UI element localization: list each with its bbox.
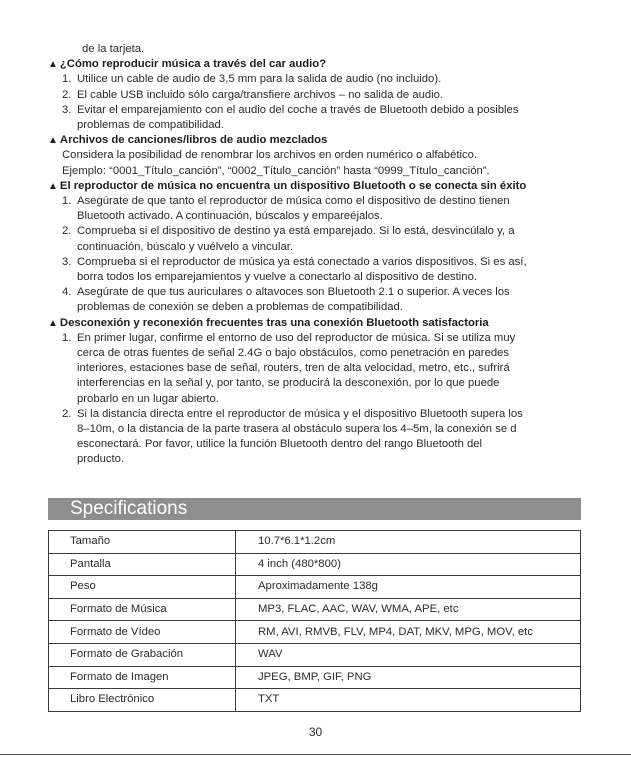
- specifications-header: Specifications: [48, 498, 581, 520]
- spec-value: Aproximadamente 138g: [236, 576, 581, 599]
- list-item-text: Utilice un cable de audio de 3,5 mm para la salida de audio (no incluido).: [77, 73, 442, 86]
- list-item-continuation: interiores, estaciones base de señal, routers, tren de alta velocidad, metro, etc., sufrirá: [77, 362, 510, 375]
- spec-row: [49, 553, 581, 576]
- intro-continuation: de la tarjeta.: [82, 43, 145, 55]
- list-item-continuation: producto.: [77, 453, 125, 466]
- list-item-number: 2.: [62, 407, 72, 420]
- list-item-continuation: continuación, búscalo y vuélvelo a vincular.: [77, 240, 294, 253]
- list-item-number: 3.: [62, 255, 72, 268]
- section-text-line: Considera la posibilidad de renombrar los archivos en orden numérico o alfabético.: [62, 149, 478, 162]
- list-item-number: 2.: [62, 88, 72, 101]
- troubleshooting-content: [48, 42, 588, 468]
- list-item-continuation: probarlo en un lugar abierto.: [77, 392, 219, 405]
- spec-row: [49, 598, 581, 621]
- list-item: [48, 331, 588, 346]
- list-item-number: 3.: [62, 103, 72, 116]
- spec-label: Pantalla: [49, 553, 236, 576]
- triangle-bullet-icon: ▲: [48, 135, 58, 147]
- list-item-number: 4.: [62, 286, 72, 299]
- list-item-continuation: cerca de otras fuentes de señal 2.4G o bajo obstáculos, como penetración en paredes: [77, 347, 510, 360]
- spec-value: JPEG, BMP, GIF, PNG: [236, 666, 581, 689]
- triangle-bullet-icon: ▲: [48, 59, 58, 71]
- list-item-number: 2.: [62, 225, 72, 238]
- section-text-line: Ejemplo: “0001_Título_canción”, “0002_Título_canción” hasta “0999_Título_canción”.: [62, 164, 490, 177]
- triangle-bullet-icon: ▲: [48, 180, 58, 192]
- list-item: [48, 103, 588, 118]
- list-item-text: Si la distancia directa entre el reproductor de música y el dispositivo Bluetooth supera los: [77, 407, 523, 420]
- list-item: [48, 407, 588, 422]
- spec-value: WAV: [236, 643, 581, 666]
- list-item: [48, 194, 588, 209]
- spec-row: [49, 643, 581, 666]
- list-item: [48, 255, 588, 270]
- spec-label: Peso: [49, 576, 236, 599]
- list-item-text: Comprueba si el dispositivo de destino ya está emparejado. Si lo está, desvincúlalo y, a: [77, 225, 515, 238]
- section-heading: [48, 133, 588, 148]
- spec-row: [49, 666, 581, 689]
- spec-label: Tamaño: [49, 531, 236, 554]
- list-item: [48, 72, 588, 87]
- list-item-continuation: esconectará. Por favor, utilice la función Bluetooth dentro del rango Bluetooth del: [77, 438, 483, 451]
- section-heading: [48, 179, 588, 194]
- page-number: 30: [308, 725, 323, 739]
- bottom-divider: [0, 754, 631, 755]
- list-item-text: El cable USB incluido sólo carga/transfiere archivos – no salida de audio.: [77, 88, 444, 101]
- list-item-text: Evitar el emparejamiento con el audio del coche a través de Bluetooth debido a posibles: [77, 103, 519, 116]
- specifications-table: [48, 530, 581, 712]
- spec-label: Formato de Vídeo: [49, 621, 236, 644]
- spec-row: [49, 531, 581, 554]
- list-item: [48, 285, 588, 300]
- list-item-text: Comprueba si el reproductor de música ya está conectado a varios dispositivos. Si es así,: [77, 255, 527, 268]
- section-heading-text: Archivos de canciones/libros de audio mezclados: [59, 134, 328, 147]
- list-item-continuation: 8–10m, o la distancia de la parte trasera al obstáculo supera los 4–5m, la conexión se d: [77, 423, 517, 436]
- spec-row: [49, 689, 581, 712]
- section-heading: [48, 316, 588, 331]
- spec-row: [49, 576, 581, 599]
- list-item-continuation: Bluetooth activado. A continuación, búscalos y empareéjalos.: [77, 210, 383, 223]
- spec-value: 4 inch (480*800): [236, 553, 581, 576]
- section-heading-text: Desconexión y reconexión frecuentes tras una conexión Bluetooth satisfactoria: [59, 316, 489, 329]
- faq-sections: [48, 57, 588, 467]
- triangle-bullet-icon: ▲: [48, 317, 58, 329]
- spec-label: Formato de Grabación: [49, 643, 236, 666]
- spec-row: [49, 621, 581, 644]
- list-item-number: 1.: [62, 195, 72, 208]
- list-item-continuation: interferencias en la señal y, por tanto, se producirá la desconexión, por lo que puede: [77, 377, 500, 390]
- spec-label: Formato de Imagen: [49, 666, 236, 689]
- list-item-text: En primer lugar, confirme el entorno de uso del reproductor de música. Si se utiliza muy: [77, 331, 516, 344]
- section-heading-text: El reproductor de música no encuentra un dispositivo Bluetooth o se conecta sin éxito: [59, 179, 527, 192]
- list-item: [48, 224, 588, 239]
- section-heading: [48, 57, 588, 72]
- spec-value: TXT: [236, 689, 581, 712]
- list-item-text: Asegúrate de que tus auriculares o altavoces son Bluetooth 2.1 o superior. A veces los: [77, 286, 510, 299]
- spec-value: 10.7*6.1*1.2cm: [236, 531, 581, 554]
- list-item-continuation: problemas de compatibilidad.: [77, 119, 224, 132]
- list-item-text: Asegúrate de que tanto el reproductor de música como el dispositivo de destino tienen: [77, 195, 510, 208]
- list-item: [48, 88, 588, 103]
- spec-label: Libro Electrónico: [49, 689, 236, 712]
- spec-label: Formato de Música: [49, 598, 236, 621]
- list-item-continuation: borra todos los emparejamientos y vuelve a conectarlo al dispositivo de destino.: [77, 271, 478, 284]
- list-item-continuation: problemas de conexión se deben a problemas de compatibilidad.: [77, 301, 403, 314]
- list-item-number: 1.: [62, 331, 72, 344]
- spec-value: RM, AVI, RMVB, FLV, MP4, DAT, MKV, MPG, MOV, etc: [236, 621, 581, 644]
- spec-value: MP3, FLAC, AAC, WAV, WMA, APE, etc: [236, 598, 581, 621]
- list-item-number: 1.: [62, 73, 72, 86]
- section-heading-text: ¿Cómo reproducir música a través del car audio?: [59, 58, 327, 71]
